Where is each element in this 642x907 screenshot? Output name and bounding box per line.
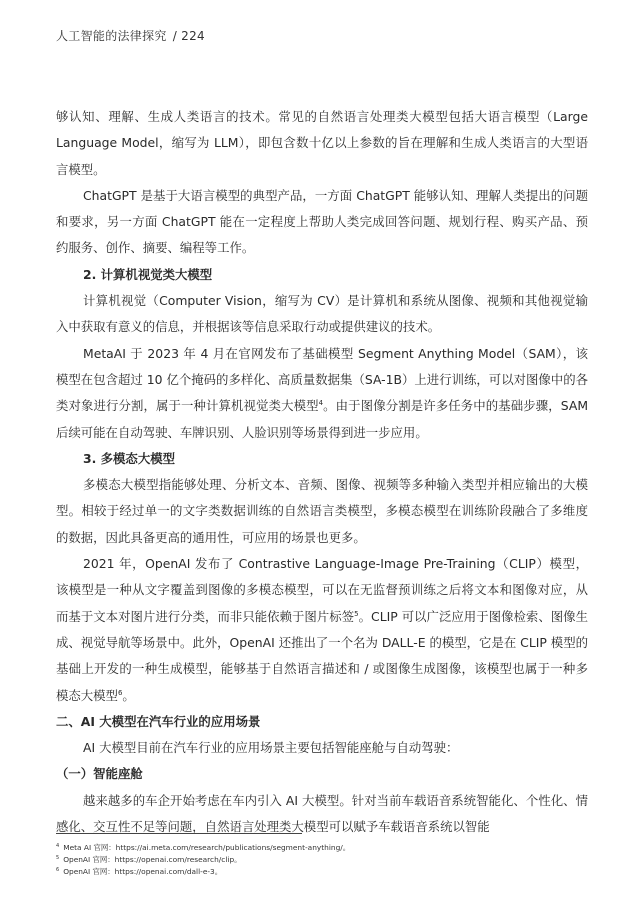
page-body — [56, 104, 588, 840]
footnote-number: 5 — [56, 854, 60, 861]
paragraph-chatgpt: ChatGPT 是基于大语言模型的典型产品，一方面 ChatGPT 能够认知、理解人类提出的问题和要求，另一方面 ChatGPT 能在一定程度上帮助人类完成回答问题、规划行程、购买产品、预约服务、创作、摘要、编程等工作。 — [56, 187, 588, 256]
footnote-number: 4 — [56, 842, 60, 849]
paragraph-sam-text-a: MetaAI 于 2023 年 4 月在官网发布了基础模型 Segment Anything Model（SAM），该模型在包含超过 10 亿个掩码的多样化、高质量数据集（SA-1B）上进行训练，可以对图像中的各类对象进行分割，属于一种计算机视觉类大模型 — [56, 345, 588, 414]
footnote-divider — [56, 833, 302, 834]
paragraph-clip-text-b: 。CLIP 可以广泛应用于图像检索、图像生成、视觉导航等场景中。此外，OpenAI 还推出了一个名为 DALL-E 的模型，它是在 CLIP 模型的基础上开发的一种生成模型，能够基于自然语言描述和 / 或图像生成图像，该模型也属于一种多模态大模型 — [56, 608, 588, 703]
paragraph-clip — [56, 551, 588, 709]
footnote-5 — [56, 854, 596, 866]
subsection-heading-smart-cockpit: （一）智能座舱 — [56, 766, 143, 782]
footnote-4 — [56, 842, 596, 854]
paragraph-nlp-continued: 够认知、理解、生成人类语言的技术。常见的自然语言处理类大模型包括大语言模型（Large Language Model，缩写为 LLM），即包含数十亿以上参数的旨在理解和生成人类语言的大型语言模型。 — [56, 109, 588, 177]
page-number: / 224 — [172, 29, 205, 43]
footnotes — [56, 842, 596, 878]
paragraph-sam — [56, 341, 588, 446]
paragraph-multimodal-definition: 多模态大模型指能够处理、分析文本、音频、图像、视频等多种输入类型并相应输出的大模型。相较于经过单一的文字类数据训练的自然语言类模型，多模态模型在训练阶段融合了多维度的数据，因此具备更高的通用性，可应用的场景也更多。 — [56, 477, 588, 545]
paragraph-smart-cockpit: 越来越多的车企开始考虑在车内引入 AI 大模型。针对当前车载语音系统智能化、个性化、情感化、交互性不足等问题，自然语言处理类大模型可以赋予车载语音系统以智能 — [56, 792, 588, 835]
heading-computer-vision: 2. 计算机视觉类大模型 — [83, 266, 213, 282]
paragraph-clip-text-c: 。 — [122, 687, 135, 703]
book-title: 人工智能的法律探究 — [56, 29, 167, 43]
paragraph-sam-text-b: 。由于图像分割是许多任务中的基础步骤，SAM 后续可能在自动驾驶、车牌识别、人脸识别等场景得到进一步应用。 — [56, 398, 589, 440]
section-heading-auto-industry: 二、AI 大模型在汽车行业的应用场景 — [56, 713, 261, 729]
footnote-ref-5[interactable]: 5 — [354, 609, 359, 618]
heading-multimodal: 3. 多模态大模型 — [83, 450, 175, 466]
footnote-text[interactable]: Meta AI 官网：https://ai.meta.com/research/publications/segment-anything/。 — [63, 843, 351, 852]
paragraph-scenarios-intro: AI 大模型目前在汽车行业的应用场景主要包括智能座舱与自动驾驶： — [83, 740, 459, 756]
footnote-ref-6[interactable]: 6 — [117, 688, 123, 697]
footnote-ref-4[interactable]: 4 — [318, 399, 324, 408]
footnote-6 — [56, 866, 596, 878]
footnote-text[interactable]: OpenAI 官网：https://openai.com/research/clip。 — [63, 855, 242, 864]
paragraph-cv-definition: 计算机视觉（Computer Vision，缩写为 CV）是计算机和系统从图像、视频和其他视觉输入中获取有意义的信息，并根据该等信息采取行动或提供建议的技术。 — [56, 293, 588, 335]
footnote-number: 6 — [56, 866, 60, 873]
running-header — [56, 27, 205, 44]
footnote-text[interactable]: OpenAI 官网：https://openai.com/dall-e-3。 — [63, 867, 223, 876]
paragraph-clip-text-a: 2021 年，OpenAI 发布了 Contrastive Language-Image Pre-Training（CLIP）模型，该模型是一种从文字覆盖到图像的多模态模型，可以在无监督预训练之后将文本和图像对应，从而基于文本对图片进行分类，而非只能依赖于图片标签 — [56, 556, 588, 624]
